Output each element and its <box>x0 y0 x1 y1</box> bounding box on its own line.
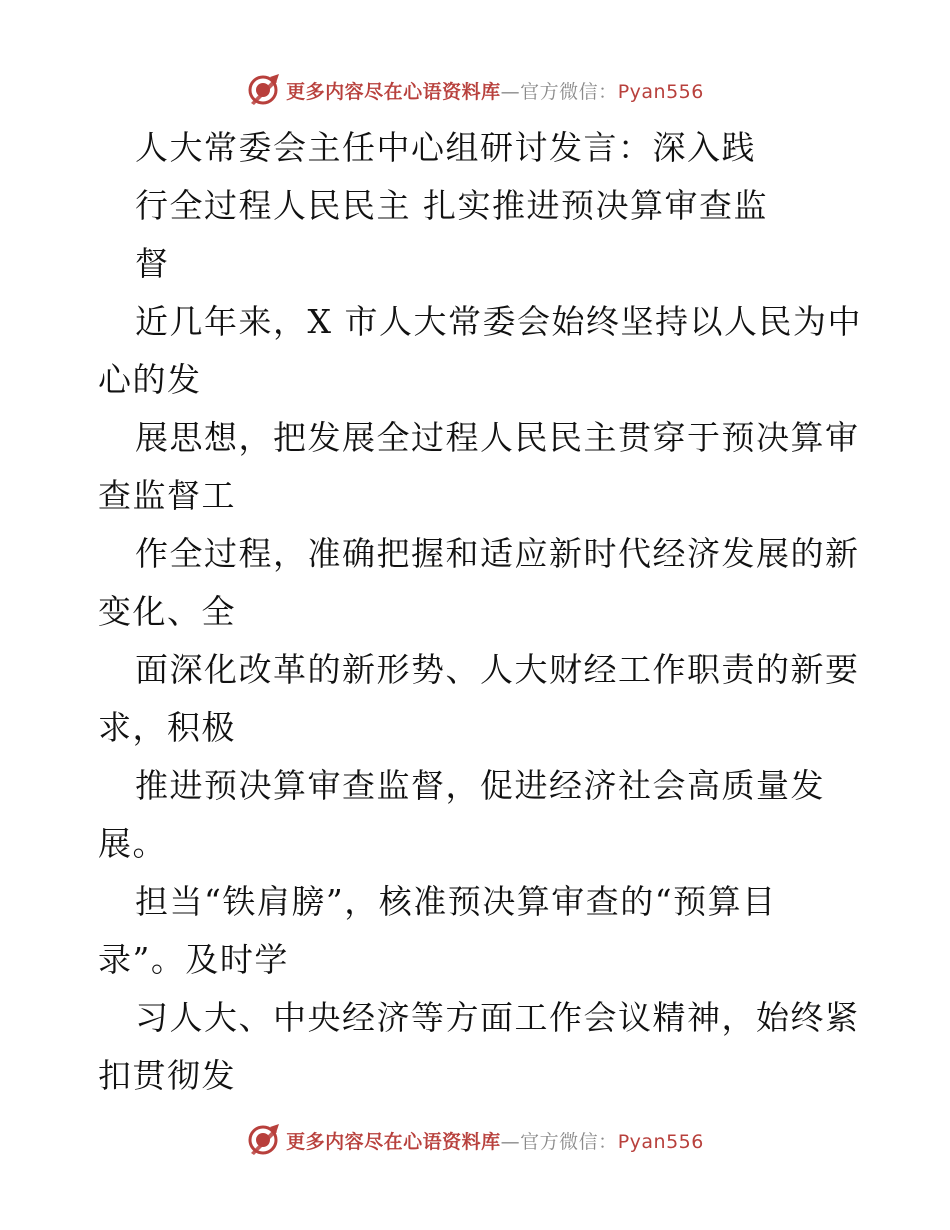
watermark-dash: — <box>500 80 521 103</box>
body-line: 近几年来，X 市人大常委会始终坚持以人民为中 <box>135 302 862 341</box>
footer-watermark <box>0 1120 950 1160</box>
watermark-site: 更多内容尽在心语资料库 <box>286 1130 501 1153</box>
body-line: 展。 <box>98 824 167 863</box>
body-line: 心的发 <box>98 360 202 399</box>
body-line: 求，积极 <box>98 708 236 747</box>
watermark-dash: — <box>500 1130 521 1153</box>
body-line: 面深化改革的新形势、人大财经工作职责的新要 <box>135 650 860 689</box>
body-line: 扣贯彻发 <box>98 1056 236 1095</box>
title-line-2: 行全过程人民民主 扎实推进预决算审查监 <box>135 186 768 225</box>
body-line: 展思想，把发展全过程人民民主贯穿于预决算审 <box>135 418 860 457</box>
body-line: 担当“铁肩膀”，核准预决算审查的“预算目 <box>135 882 777 921</box>
watermark-text <box>286 77 704 104</box>
body-line: 录”。及时学 <box>98 940 289 979</box>
body-line: 查监督工 <box>98 476 236 515</box>
body-line: 习人大、中央经济等方面工作会议精神，始终紧 <box>135 998 860 1037</box>
body-line: 推进预决算审查监督，促进经济社会高质量发 <box>135 766 825 805</box>
title-line-1: 人大常委会主任中心组研讨发言：深入践 <box>135 128 756 167</box>
watermark-wechat-label: 官方微信： <box>520 1130 618 1153</box>
watermark-text <box>286 1127 704 1154</box>
header-watermark <box>0 70 950 110</box>
quill-seal-icon <box>246 1123 280 1157</box>
quill-seal-icon <box>246 73 280 107</box>
watermark-wechat-label: 官方微信： <box>520 80 618 103</box>
body-line: 作全过程，准确把握和适应新时代经济发展的新 <box>135 534 860 573</box>
watermark-wechat-id: Pyan556 <box>617 80 704 103</box>
watermark-wechat-id: Pyan556 <box>617 1130 704 1153</box>
title-line-3: 督 <box>135 244 170 283</box>
body-line: 变化、全 <box>98 592 236 631</box>
watermark-site: 更多内容尽在心语资料库 <box>286 80 501 103</box>
